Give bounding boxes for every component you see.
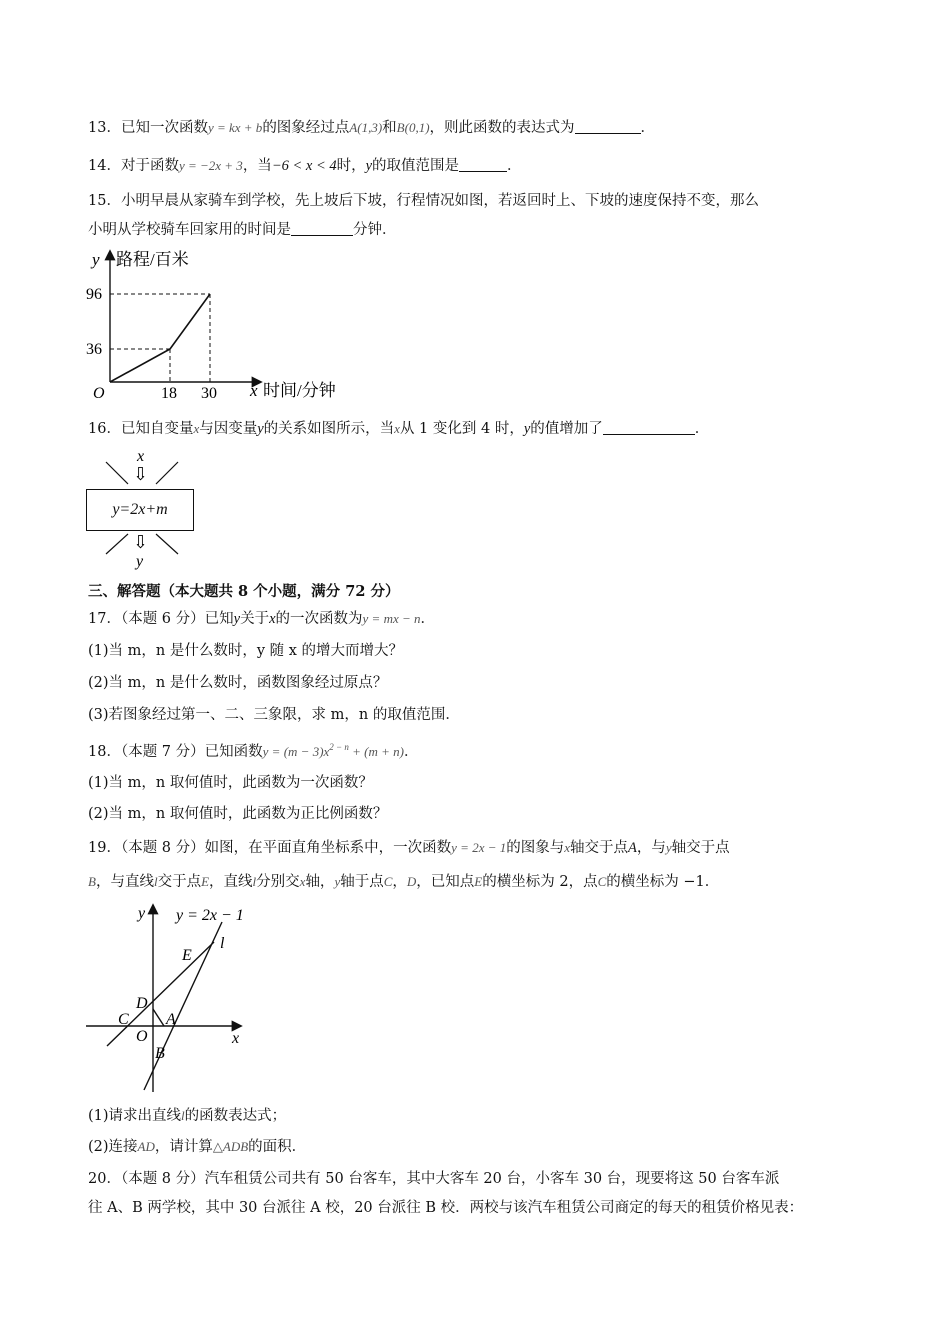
variable: y [334, 874, 341, 889]
x-tick-label: 30 [201, 385, 217, 402]
variable: x [394, 421, 400, 436]
q17-sub-2: (2)当 m，n 是什么数时，函数图象经过原点？ [88, 675, 388, 691]
variable: x [299, 874, 306, 889]
triangle-label: △ADB [212, 1139, 249, 1154]
q15-text: 小明早晨从家骑车到学校，先上坡后下坡，行程情况如图，若返回时上、下坡的速度保持不变，那么 [120, 193, 759, 209]
q19-text: 的横坐标为 2，点 [482, 874, 598, 890]
variable: y [665, 840, 672, 855]
answer-blank[interactable] [603, 420, 695, 435]
answer-blank[interactable] [575, 119, 641, 134]
q14-text: 的取值范围是 [372, 158, 460, 174]
q19-text: 轴， [305, 874, 335, 890]
q19-text: 轴交于点 [671, 840, 730, 856]
point-label: D [406, 874, 417, 889]
q16-text: 已知自变量 [120, 421, 194, 437]
q19-text: ，与直线 [95, 874, 154, 890]
q19-text: 分别交 [256, 874, 300, 890]
q19-text: ，直线 [209, 874, 253, 890]
q16-end: ． [694, 421, 710, 437]
q19-sub-text: 的函数表达式； [184, 1108, 287, 1124]
question-14 [88, 156, 522, 176]
function-box-text: y=2x+m [112, 501, 168, 518]
q20-text: 汽车租赁公司共有 50 台客车，其中大客车 20 台，小客车 30 台，现要将这 50 台客车派 [204, 1171, 780, 1187]
line-label: l [181, 1108, 185, 1123]
y-axis-letter: y [138, 905, 146, 922]
funnel-line [156, 462, 178, 484]
question-19-line2 [88, 872, 719, 892]
line-l-label: l [220, 935, 225, 952]
q16-text: 与因变量 [199, 421, 258, 437]
q16-text: 的关系如图所示，当 [263, 421, 395, 437]
score-note: （本题 8 分） [120, 1171, 205, 1187]
q19-text: ， [392, 874, 407, 890]
formula: y = mx − n [362, 611, 421, 626]
series-segment [110, 349, 170, 382]
q17-sub-3: (3)若图象经过第一、二、三象限，求 m，n 的取值范围． [88, 707, 460, 723]
question-20-line2 [88, 1198, 803, 1218]
answer-blank[interactable] [459, 157, 507, 172]
funnel-line [106, 534, 128, 554]
point-d-label: D [136, 995, 148, 1012]
q19-text: ，已知点 [416, 874, 475, 890]
formula: y = (m − 3)x [262, 743, 330, 759]
down-arrow-icon: ⇩ [133, 532, 149, 552]
q19-sub-text: ，请计算 [154, 1139, 213, 1155]
q19-text: 的横坐标为 −1． [606, 874, 720, 890]
y-axis-letter: y [92, 250, 100, 269]
q17-sub-1: (1)当 m，n 是什么数时，y 随 x 的增大而增大？ [88, 643, 404, 659]
question-number: 16． [88, 421, 121, 437]
q17-text: 的一次函数为 [275, 611, 363, 627]
question-19-line1 [88, 838, 730, 858]
question-16 [88, 419, 709, 439]
q18-text: 已知函数 [204, 743, 263, 760]
question-number: 20． [88, 1171, 121, 1187]
q15-text: 分钟． [353, 222, 397, 238]
q13-text: ，则此函数的表达式为 [429, 120, 575, 136]
q19-sub-text: (1)请求出直线 [88, 1108, 182, 1124]
q16-text: 的值增加了 [530, 421, 603, 437]
inequality: −6 < x < 4 [271, 158, 337, 174]
input-x-label: x [137, 448, 145, 465]
origin-label: O [136, 1028, 148, 1045]
q17-text: 已知 [204, 611, 234, 627]
formula: + (m + n) [348, 743, 404, 759]
segment-da [153, 1009, 164, 1026]
q19-text: 如图，在平面直角坐标系中，一次函数 [204, 840, 452, 856]
formula: y = −2x + 3 [178, 158, 243, 173]
series-segment [170, 294, 210, 349]
q19-sub-1 [88, 1106, 286, 1126]
section-title-text: 三、解答题（本大题共 8 个小题，满分 72 分） [88, 583, 400, 600]
point-label: E [474, 874, 483, 889]
question-number: 15． [88, 193, 121, 209]
q17-text: 关于 [240, 611, 270, 627]
x-axis-label: 时间/分钟 [263, 381, 336, 400]
q14-text: ，当 [242, 158, 272, 174]
question-13 [88, 118, 655, 138]
funnel-line [156, 534, 178, 554]
point-b-label: B [155, 1045, 165, 1062]
question-15-line2 [88, 220, 397, 240]
variable: x [564, 840, 571, 855]
funnel-line [106, 462, 128, 484]
answer-blank[interactable] [291, 221, 353, 236]
q17-end: ． [420, 611, 436, 627]
q13-text: 和 [382, 120, 397, 136]
point-label: E [201, 874, 210, 889]
point-label: B [88, 874, 96, 889]
line-equation-label: y = 2x − 1 [176, 907, 244, 924]
q19-text: 轴于点 [340, 874, 384, 890]
q14-text: 时， [336, 158, 366, 174]
point-a-label: A [166, 1011, 176, 1028]
down-arrow-icon: ⇩ [133, 464, 149, 484]
section-3-title [88, 582, 399, 602]
q20-text: 往 A、B 两学校，其中 30 台派往 A 校，20 台派往 B 校．两校与该汽车租赁公司商定的每天的租赁价格见表： [88, 1200, 804, 1216]
q19-text: 轴交于点 [570, 840, 629, 856]
question-17 [88, 609, 435, 629]
point-b: B(0,1) [396, 120, 430, 135]
q19-text: ，与 [636, 840, 666, 856]
line-label: l [252, 874, 257, 889]
variable: y [257, 421, 264, 437]
q18-sub-2: (2)当 m，n 取何值时，此函数为正比例函数？ [88, 806, 388, 822]
variable: x [269, 611, 276, 627]
chart-marks [86, 286, 217, 402]
question-20-line1 [88, 1169, 779, 1189]
origin-label: O [93, 385, 105, 402]
variable: y [365, 158, 373, 174]
segment-label: AD [137, 1139, 155, 1154]
formula: y = kx + b [207, 120, 263, 135]
score-note: （本题 7 分） [120, 743, 205, 760]
q15-text: 小明从学校骑车回家用的时间是 [88, 222, 291, 238]
question-number: 13． [88, 120, 121, 136]
x-axis-letter: x [232, 1030, 240, 1047]
q19-text: 的图象与 [506, 840, 565, 856]
q19-sub-text: (2)连接 [88, 1139, 138, 1155]
coordinate-figure [80, 900, 260, 1095]
point-label: C [383, 874, 393, 889]
q19-sub-text: 的面积． [248, 1139, 307, 1155]
point-a: A(1,3) [349, 120, 383, 135]
question-18 [88, 737, 418, 762]
x-tick-label: 18 [161, 385, 177, 402]
y-tick-label: 96 [86, 286, 102, 303]
q14-end: ． [507, 158, 522, 174]
score-note: （本题 8 分） [120, 840, 205, 856]
question-number: 14． [88, 158, 121, 174]
point-c-label: C [118, 1011, 129, 1028]
q13-end: ． [640, 120, 656, 136]
q13-text: 已知一次函数 [120, 120, 208, 136]
output-y-label: y [136, 553, 144, 570]
variable: y [523, 421, 531, 437]
point-label: A [628, 840, 637, 856]
q18-end: ． [403, 743, 419, 760]
point-label: C [597, 874, 607, 889]
variable: y [233, 611, 241, 627]
point-e-label: E [182, 947, 192, 964]
q13-text: 的图象经过点 [262, 120, 350, 136]
distance-time-chart [80, 246, 370, 406]
q16-text: 从 1 变化到 4 时， [399, 421, 524, 437]
q19-text: 交于点 [157, 874, 202, 890]
line-label: l [153, 874, 158, 889]
question-number: 17． [88, 611, 121, 627]
line-l [107, 942, 214, 1046]
q19-sub-2 [88, 1137, 306, 1157]
score-note: （本题 6 分） [120, 611, 205, 627]
variable: x [193, 421, 200, 436]
function-box [86, 489, 194, 531]
q18-sub-1: (1)当 m，n 取何值时，此函数为一次函数？ [88, 775, 373, 791]
question-15-line1 [88, 191, 759, 211]
x-axis-letter: x [250, 381, 258, 400]
y-axis-label: 路程/百米 [116, 250, 189, 269]
q14-text: 对于函数 [120, 158, 179, 174]
y-tick-label: 36 [86, 341, 102, 358]
question-number: 18． [88, 743, 121, 760]
formula: y = 2x − 1 [451, 840, 507, 855]
exponent: 2 − n [329, 742, 349, 752]
question-number: 19． [88, 840, 121, 856]
